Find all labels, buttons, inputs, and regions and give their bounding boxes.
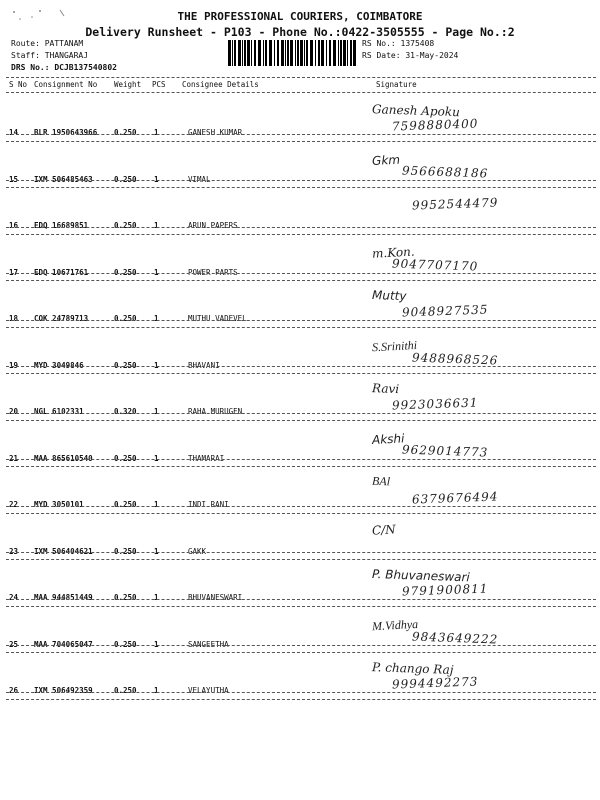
- signature-phone: 9791900811: [401, 581, 489, 599]
- row-pcs: 1: [154, 128, 159, 137]
- row-consignee: THAMARAI: [188, 453, 225, 463]
- runsheet-subtitle: Delivery Runsheet - P103 - Phone No.:0422-3505555 - Page No.:2: [85, 25, 515, 39]
- signature-name: m.Kon.: [371, 244, 415, 261]
- signature-phone: 9488968526: [411, 349, 499, 368]
- row-weight: 0.250: [114, 128, 137, 137]
- row-consignment-no: MYD 3049846: [34, 360, 84, 370]
- row-sno: 17: [9, 267, 19, 277]
- col-sno: S No: [9, 80, 28, 89]
- signature-phone: 9843649222: [411, 628, 499, 647]
- row-consignee: GANESH KUMAR: [188, 128, 243, 137]
- signature-phone: 9994492273: [391, 674, 479, 692]
- row-sno: 15: [9, 174, 19, 184]
- row-weight: 0.250: [114, 360, 137, 370]
- signature-phone: 9048927535: [401, 302, 489, 320]
- signature-name: Gkm: [371, 152, 401, 168]
- handwritten-signature: [372, 430, 488, 458]
- row-consignee: BHUVANESWARI: [188, 593, 243, 602]
- table-row: [0, 185, 600, 232]
- row-weight: 0.250: [114, 174, 137, 184]
- signature-name: Ganesh Apoku: [371, 102, 461, 120]
- table-row: [0, 418, 600, 465]
- row-pcs: 1: [154, 174, 159, 184]
- col-consignment: Consignment No: [34, 80, 98, 89]
- col-signature: Signature: [376, 80, 417, 89]
- row-sno: 22: [9, 500, 19, 509]
- row-sno: 18: [9, 314, 19, 323]
- table-row: [0, 278, 600, 325]
- row-weight: 0.250: [114, 686, 137, 695]
- row-weight: 0.250: [114, 221, 137, 230]
- row-sno: 14: [9, 128, 19, 137]
- handwritten-signature: [372, 383, 478, 411]
- rs-date: RS Date: 31-May-2024: [362, 51, 459, 60]
- table-row: [0, 650, 600, 697]
- barcode-icon: [228, 40, 356, 66]
- row-pcs: 1: [154, 314, 159, 323]
- row-consignment-no: MAA 944851449: [34, 593, 93, 602]
- signature-name: C/N: [371, 521, 397, 538]
- signature-name: Akshi: [371, 430, 405, 447]
- signature-name: P. chango Raj: [371, 660, 454, 677]
- col-weight: Weight: [114, 80, 142, 89]
- col-consignee: Consignee Details: [182, 80, 259, 89]
- row-weight: 0.320: [114, 407, 137, 416]
- row-weight: 0.250: [114, 639, 137, 649]
- row-pcs: 1: [154, 407, 159, 416]
- route-label: Route: PATTANAM: [11, 39, 84, 48]
- table-row: [0, 325, 600, 372]
- signature-name: S.Srinithi: [371, 337, 418, 354]
- row-pcs: 1: [154, 453, 159, 463]
- row-consignment-no: MYD 3050101: [34, 500, 84, 509]
- signature-phone: 9923036631: [391, 395, 479, 413]
- row-pcs: 1: [154, 500, 159, 509]
- row-consignment-no: EDQ 10671761: [34, 267, 89, 277]
- table-row: [0, 464, 600, 511]
- row-consignee: RAHA MURUGEN: [188, 407, 243, 416]
- signature-phone: 9952544479: [411, 195, 499, 213]
- row-consignee: BHAVANI: [188, 360, 220, 370]
- row-sno: 16: [9, 221, 19, 230]
- row-sno: 23: [9, 546, 19, 556]
- row-consignee: POWER PARTS: [188, 267, 238, 277]
- row-consignment-no: BLR 1950643966: [34, 128, 98, 137]
- rs-number: RS No.: 1375408: [362, 39, 435, 48]
- signature-phone: 7598880400: [391, 116, 479, 134]
- table-row: [0, 92, 600, 139]
- row-pcs: 1: [154, 546, 159, 556]
- staff-label: Staff: THANGARAJ: [11, 51, 89, 60]
- signature-name: BAl: [371, 473, 391, 489]
- handwritten-signature: [371, 566, 489, 599]
- row-consignment-no: IXM 506404621: [34, 546, 93, 556]
- row-consignment-no: IXM 506492359: [34, 686, 93, 695]
- row-consignment-no: COK 24789713: [34, 314, 89, 323]
- handwritten-signature: [372, 197, 498, 211]
- row-consignee: ARUN PAPERS: [188, 221, 238, 230]
- row-consignee: SANGEETHA: [188, 639, 229, 649]
- table-row: [0, 557, 600, 604]
- row-pcs: 1: [154, 639, 159, 649]
- row-sno: 19: [9, 360, 19, 370]
- row-weight: 0.250: [114, 546, 137, 556]
- row-sno: 24: [9, 593, 19, 602]
- drs-number: DRS No.: DCJB137540802: [11, 63, 117, 72]
- row-pcs: 1: [154, 267, 159, 277]
- signature-name: Ravi: [371, 381, 400, 397]
- handwritten-signature: [371, 287, 489, 320]
- row-consignee: GAKK: [188, 546, 207, 556]
- row-pcs: 1: [154, 221, 159, 230]
- handwritten-signature: [372, 337, 498, 366]
- handwritten-signature: [371, 473, 499, 507]
- row-consignee: VELAYUTHA: [188, 686, 229, 695]
- table-row: [0, 371, 600, 418]
- row-consignee: VIMAL: [188, 174, 211, 184]
- row-consignee: INDI RANI: [188, 500, 229, 509]
- table-row: [0, 139, 600, 186]
- signature-name: P. Bhuvaneswari: [371, 566, 471, 585]
- row-separator: [6, 692, 596, 700]
- handwritten-signature: [372, 523, 396, 537]
- row-consignment-no: EDQ 16689851: [34, 221, 89, 230]
- row-sno: 26: [9, 686, 19, 695]
- handwritten-signature: [372, 244, 478, 272]
- col-pcs: PCS: [152, 80, 166, 89]
- signature-phone: 9629014773: [401, 441, 489, 460]
- signature-phone: 9047707170: [391, 255, 479, 274]
- company-title: THE PROFESSIONAL COURIERS, COIMBATORE: [177, 10, 423, 23]
- row-sno: 25: [9, 639, 19, 649]
- row-pcs: 1: [154, 360, 159, 370]
- row-sno: 20: [9, 407, 19, 416]
- handwritten-signature: [372, 662, 478, 690]
- row-pcs: 1: [154, 686, 159, 695]
- row-weight: 0.250: [114, 314, 137, 323]
- handwritten-signature: [372, 104, 478, 132]
- header-top-rule: [6, 77, 596, 78]
- table-row: [0, 232, 600, 279]
- signature-phone: 9566688186: [401, 162, 489, 181]
- signature-phone: 6379676494: [411, 489, 499, 507]
- row-consignment-no: IXM 506485463: [34, 174, 93, 184]
- row-pcs: 1: [154, 593, 159, 602]
- row-weight: 0.250: [114, 500, 137, 509]
- row-consignment-no: NGL 6102331: [34, 407, 84, 416]
- signature-name: Mutty: [371, 287, 407, 304]
- row-sno: 21: [9, 453, 19, 463]
- row-weight: 0.250: [114, 453, 137, 463]
- handwritten-signature: [372, 616, 498, 645]
- row-consignment-no: MAA 865610540: [34, 453, 93, 463]
- table-row: [0, 604, 600, 651]
- row-weight: 0.250: [114, 593, 137, 602]
- row-weight: 0.250: [114, 267, 137, 277]
- barcode: [228, 40, 356, 66]
- row-consignment-no: MAA 704065047: [34, 639, 93, 649]
- handwritten-signature: [372, 151, 488, 179]
- signature-name: M.Vidhya: [371, 616, 419, 633]
- row-consignee: MUTHU VADEVEL: [188, 314, 247, 323]
- table-row: [0, 511, 600, 558]
